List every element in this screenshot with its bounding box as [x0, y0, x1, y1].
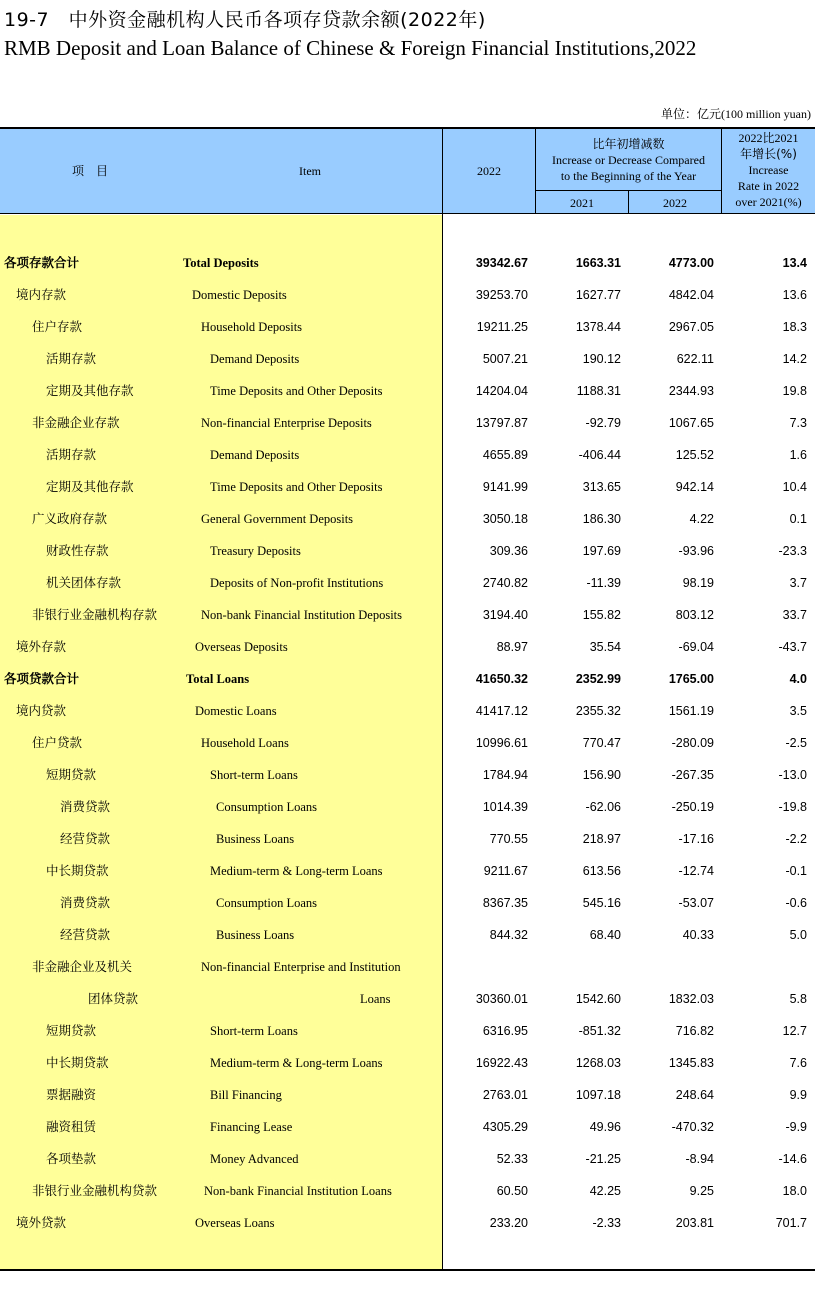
row-label-cn: 财政性存款 [46, 543, 109, 558]
value-2022-cell: 844.32 [489, 928, 528, 942]
table-row [0, 791, 815, 823]
row-label-en: Bill Financing [210, 1088, 282, 1102]
growth-rate-cell: 701.7 [775, 1216, 807, 1230]
table-row [0, 951, 815, 983]
growth-rate-cell: 13.4 [782, 256, 807, 270]
row-label-cn: 非金融企业及机关 [32, 959, 133, 974]
change-2021-cell: -21.25 [585, 1152, 621, 1166]
change-2022-cell: -280.09 [671, 736, 714, 750]
header-change-cn: 比年初增减数 [592, 137, 665, 151]
header-rate-5: over 2021(%) [735, 195, 802, 209]
table-row [0, 343, 815, 375]
row-label-en: Non-bank Financial Institution Deposits [201, 608, 403, 622]
growth-rate-cell: 18.0 [782, 1184, 807, 1198]
header-item-en: Item [299, 164, 321, 178]
row-label-en: Non-financial Enterprise Deposits [201, 416, 372, 430]
row-label-cn: 定期及其他存款 [46, 383, 134, 398]
table-row [0, 1143, 815, 1175]
value-2022-cell: 88.97 [496, 640, 528, 654]
row-label-cn: 活期存款 [46, 351, 97, 366]
change-2022-cell: 1067.65 [668, 416, 714, 430]
row-label-cn: 机关团体存款 [46, 575, 122, 590]
value-2022-cell: 1784.94 [482, 768, 528, 782]
value-2022-cell: 233.20 [489, 1216, 528, 1230]
change-2022-cell: -470.32 [671, 1120, 714, 1134]
table-row [0, 567, 815, 599]
growth-rate-cell: -2.2 [785, 832, 807, 846]
table-row [0, 1111, 815, 1143]
growth-rate-cell: -0.6 [785, 896, 807, 910]
change-2022-cell: 248.64 [675, 1088, 714, 1102]
row-label-cn: 非金融企业存款 [32, 415, 120, 430]
row-label-en: Short-term Loans [210, 1024, 298, 1038]
table-row [0, 695, 815, 727]
growth-rate-cell: 18.3 [782, 320, 807, 334]
row-label-en: Loans [360, 992, 391, 1006]
row-label-cn: 各项贷款合计 [4, 671, 80, 686]
change-2022-cell: 4842.04 [668, 288, 714, 302]
value-2022-cell: 10996.61 [475, 736, 528, 750]
change-2022-cell: 1345.83 [668, 1056, 714, 1070]
row-label-en: Overseas Loans [195, 1216, 275, 1230]
row-label-cn: 经营贷款 [60, 927, 111, 942]
change-2021-cell: 1663.31 [575, 256, 621, 270]
table-row [0, 503, 815, 535]
header-rate [722, 130, 815, 210]
value-2022-cell: 5007.21 [482, 352, 528, 366]
change-2021-cell: 68.40 [589, 928, 621, 942]
growth-rate-cell: 9.9 [789, 1088, 807, 1102]
header-year: 2022 [477, 164, 501, 178]
change-2022-cell: 4.22 [689, 512, 714, 526]
growth-rate-cell: 33.7 [782, 608, 807, 622]
value-2022-cell: 3194.40 [482, 608, 528, 622]
unit-en: (100 million yuan) [721, 107, 811, 121]
change-2021-cell: 613.56 [582, 864, 621, 878]
page-title-cn: 19-7 中外资金融机构人民币各项存贷款余额(2022年) [4, 9, 486, 31]
change-2022-cell: 203.81 [675, 1216, 714, 1230]
row-label-cn: 住户存款 [32, 319, 83, 334]
change-2022-cell: -93.96 [678, 544, 714, 558]
table-row [0, 887, 815, 919]
growth-rate-cell: 13.6 [782, 288, 807, 302]
change-2022-cell: 2344.93 [668, 384, 714, 398]
change-2021-cell: -92.79 [585, 416, 621, 430]
change-2022-cell: 1765.00 [668, 672, 714, 686]
change-2021-cell: 545.16 [582, 896, 621, 910]
change-2022-cell: -8.94 [685, 1152, 714, 1166]
growth-rate-cell: -43.7 [778, 640, 807, 654]
value-2022-cell: 13797.87 [475, 416, 528, 430]
row-label-en: General Government Deposits [201, 512, 354, 526]
change-2022-cell: 1561.19 [668, 704, 714, 718]
table-row [0, 311, 815, 343]
growth-rate-cell: 1.6 [789, 448, 807, 462]
value-2022-cell: 41650.32 [475, 672, 528, 686]
growth-rate-cell: -19.8 [778, 800, 807, 814]
row-label-cn: 中长期贷款 [46, 863, 109, 878]
table-row [0, 407, 815, 439]
growth-rate-cell: -14.6 [778, 1152, 807, 1166]
row-label-en: Household Deposits [201, 320, 303, 334]
change-2021-cell: 197.69 [582, 544, 621, 558]
change-2021-cell: 1542.60 [575, 992, 621, 1006]
row-label-en: Non-bank Financial Institution Loans [204, 1184, 392, 1198]
change-2021-cell: 2352.99 [575, 672, 621, 686]
growth-rate-cell: 3.5 [789, 704, 807, 718]
value-2022-cell: 3050.18 [482, 512, 528, 526]
change-2021-cell: 1378.44 [575, 320, 621, 334]
change-2021-cell: -406.44 [578, 448, 621, 462]
row-label-en: Consumption Loans [216, 896, 318, 910]
row-label-en: Total Loans [186, 672, 250, 686]
growth-rate-cell: 3.7 [789, 576, 807, 590]
unit-note [661, 105, 811, 122]
header-rate-3: Increase [748, 163, 789, 177]
row-label-en: Demand Deposits [210, 352, 300, 366]
header-bottom-rule [0, 213, 815, 214]
change-2021-cell: 1097.18 [575, 1088, 621, 1102]
row-label-cn: 团体贷款 [88, 991, 139, 1006]
growth-rate-cell: -0.1 [785, 864, 807, 878]
growth-rate-cell: 0.1 [789, 512, 807, 526]
row-label-en: Domestic Loans [195, 704, 277, 718]
table-row [0, 1015, 815, 1047]
growth-rate-cell: 5.0 [789, 928, 807, 942]
row-label-cn: 境内存款 [16, 287, 67, 302]
value-2022-cell: 4305.29 [482, 1120, 528, 1134]
value-2022-cell: 52.33 [496, 1152, 528, 1166]
change-2022-cell: 125.52 [675, 448, 714, 462]
change-2022-cell: 622.11 [676, 352, 714, 366]
table-row [0, 919, 815, 951]
growth-rate-cell: 7.3 [789, 416, 807, 430]
unit-cn: 单位：亿元 [660, 107, 721, 121]
value-2022-cell: 309.36 [489, 544, 528, 558]
growth-rate-cell: -13.0 [778, 768, 807, 782]
change-2022-cell: 2967.05 [668, 320, 714, 334]
table-top-rule [0, 127, 815, 129]
change-2022-cell: -250.19 [671, 800, 714, 814]
row-label-cn: 各项垫款 [46, 1151, 97, 1166]
change-2022-cell: -53.07 [678, 896, 714, 910]
value-2022-cell: 41417.12 [475, 704, 528, 718]
change-2022-cell: 40.33 [682, 928, 714, 942]
row-label-en: Non-financial Enterprise and Institution [201, 960, 401, 974]
row-label-en: Household Loans [201, 736, 289, 750]
change-2021-cell: 156.90 [582, 768, 621, 782]
change-2021-cell: -62.06 [585, 800, 621, 814]
growth-rate-cell: 19.8 [782, 384, 807, 398]
table-row [0, 279, 815, 311]
table-row [0, 1175, 815, 1207]
header-subdivider [535, 190, 721, 191]
value-2022-cell: 1014.39 [482, 800, 528, 814]
row-label-cn: 境内贷款 [16, 703, 67, 718]
value-2022-cell: 16922.43 [475, 1056, 528, 1070]
change-2022-cell: 716.82 [675, 1024, 714, 1038]
change-2021-cell: 218.97 [582, 832, 621, 846]
page-title-en: RMB Deposit and Loan Balance of Chinese & Foreign Financial Institutions,2022 [4, 36, 697, 60]
growth-rate-cell: -23.3 [778, 544, 807, 558]
header-change [536, 136, 721, 184]
change-2021-cell: 190.12 [582, 352, 621, 366]
table-row [0, 727, 815, 759]
row-label-en: Financing Lease [210, 1120, 293, 1134]
value-2022-cell: 60.50 [496, 1184, 528, 1198]
growth-rate-cell: 14.2 [782, 352, 807, 366]
table-row [0, 1207, 815, 1239]
row-label-cn: 票据融资 [46, 1087, 97, 1102]
row-label-en: Money Advanced [210, 1152, 299, 1166]
row-label-cn: 非银行业金融机构贷款 [32, 1183, 158, 1198]
value-2022-cell: 9141.99 [482, 480, 528, 494]
change-2021-cell: 313.65 [582, 480, 621, 494]
row-label-en: Business Loans [216, 928, 295, 942]
change-2021-cell: 186.30 [582, 512, 621, 526]
value-2022-cell: 4655.89 [482, 448, 528, 462]
row-label-cn: 广义政府存款 [32, 511, 108, 526]
change-2022-cell: -17.16 [678, 832, 714, 846]
change-2021-cell: 42.25 [589, 1184, 621, 1198]
growth-rate-cell: 12.7 [782, 1024, 807, 1038]
change-2021-cell: 2355.32 [575, 704, 621, 718]
growth-rate-cell: -2.5 [785, 736, 807, 750]
row-label-cn: 短期贷款 [46, 1023, 97, 1038]
header-2022: 2022 [663, 196, 687, 210]
table-row [0, 471, 815, 503]
value-2022-cell: 6316.95 [482, 1024, 528, 1038]
table-row [0, 855, 815, 887]
table-row [0, 1079, 815, 1111]
table-row [0, 631, 815, 663]
header-change-en-1: Increase or Decrease Compared [552, 153, 705, 167]
growth-rate-cell: 5.8 [789, 992, 807, 1006]
change-2021-cell: 35.54 [589, 640, 621, 654]
value-2022-cell: 2740.82 [482, 576, 528, 590]
row-label-cn: 经营贷款 [60, 831, 111, 846]
row-label-en: Deposits of Non-profit Institutions [210, 576, 384, 590]
value-2022-cell: 39342.67 [475, 256, 528, 270]
change-2022-cell: -267.35 [671, 768, 714, 782]
change-2022-cell: 9.25 [689, 1184, 714, 1198]
row-label-en: Time Deposits and Other Deposits [210, 384, 383, 398]
row-label-cn: 消费贷款 [60, 895, 111, 910]
row-label-en: Treasury Deposits [210, 544, 301, 558]
value-2022-cell: 2763.01 [482, 1088, 528, 1102]
value-2022-cell: 39253.70 [475, 288, 528, 302]
table-row [0, 375, 815, 407]
change-2022-cell: 803.12 [675, 608, 714, 622]
change-2022-cell: -12.74 [678, 864, 714, 878]
header-2021: 2021 [570, 196, 594, 210]
growth-rate-cell: -9.9 [785, 1120, 807, 1134]
change-2021-cell: 49.96 [589, 1120, 621, 1134]
change-2022-cell: 98.19 [682, 576, 714, 590]
change-2021-cell: 155.82 [582, 608, 621, 622]
row-label-cn: 非银行业金融机构存款 [32, 607, 158, 622]
row-label-en: Consumption Loans [216, 800, 318, 814]
change-2021-cell: 1188.31 [576, 384, 621, 398]
table-row [0, 247, 815, 279]
row-label-cn: 境外存款 [16, 639, 67, 654]
row-label-en: Medium-term & Long-term Loans [210, 864, 383, 878]
change-2022-cell: 1832.03 [668, 992, 714, 1006]
table-bottom-rule [0, 1269, 815, 1271]
table-row [0, 439, 815, 471]
table-row [0, 663, 815, 695]
value-2022-cell: 8367.35 [482, 896, 528, 910]
row-label-cn: 住户贷款 [32, 735, 83, 750]
change-2022-cell: 942.14 [675, 480, 714, 494]
value-2022-cell: 19211.25 [476, 320, 528, 334]
growth-rate-cell: 4.0 [789, 672, 807, 686]
change-2021-cell: 1627.77 [575, 288, 621, 302]
row-label-en: Demand Deposits [210, 448, 300, 462]
row-label-cn: 短期贷款 [46, 767, 97, 782]
growth-rate-cell: 7.6 [789, 1056, 807, 1070]
row-label-en: Medium-term & Long-term Loans [210, 1056, 383, 1070]
row-label-cn: 活期存款 [46, 447, 97, 462]
row-label-en: Overseas Deposits [195, 640, 288, 654]
header-rate-2: 年增长(%) [740, 147, 797, 161]
table-row [0, 759, 815, 791]
row-label-en: Total Deposits [183, 256, 259, 270]
row-label-en: Domestic Deposits [192, 288, 287, 302]
header-item-cn: 项 目 [71, 164, 108, 178]
row-label-cn: 定期及其他存款 [46, 479, 134, 494]
value-2022-cell: 770.55 [489, 832, 528, 846]
table-row [0, 599, 815, 631]
row-label-en: Business Loans [216, 832, 295, 846]
header-rate-1: 2022比2021 [738, 131, 799, 145]
value-2022-cell: 14204.04 [475, 384, 528, 398]
table-row [0, 1047, 815, 1079]
row-label-cn: 消费贷款 [60, 799, 111, 814]
row-label-cn: 境外贷款 [16, 1215, 67, 1230]
header-rate-4: Rate in 2022 [737, 179, 800, 193]
growth-rate-cell: 10.4 [782, 480, 807, 494]
row-label-cn: 中长期贷款 [46, 1055, 109, 1070]
header-change-en-2: to the Beginning of the Year [560, 169, 697, 183]
change-2022-cell: 4773.00 [668, 256, 714, 270]
change-2022-cell: -69.04 [678, 640, 714, 654]
table-row [0, 535, 815, 567]
value-2022-cell: 9211.67 [483, 864, 528, 878]
change-2021-cell: 770.47 [582, 736, 621, 750]
row-label-cn: 融资租赁 [46, 1119, 97, 1134]
row-label-en: Short-term Loans [210, 768, 298, 782]
table-row [0, 823, 815, 855]
change-2021-cell: -11.39 [586, 576, 621, 590]
change-2021-cell: -851.32 [578, 1024, 621, 1038]
change-2021-cell: 1268.03 [575, 1056, 621, 1070]
change-2021-cell: -2.33 [592, 1216, 621, 1230]
row-label-en: Time Deposits and Other Deposits [210, 480, 383, 494]
value-2022-cell: 30360.01 [475, 992, 528, 1006]
row-label-cn: 各项存款合计 [4, 255, 80, 270]
table-row [0, 983, 815, 1015]
